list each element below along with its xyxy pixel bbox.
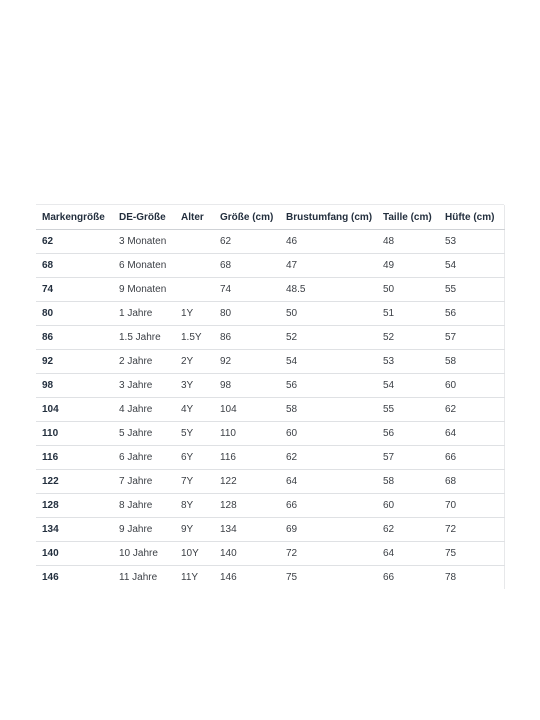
cell-huefte: 64 — [439, 422, 504, 446]
cell-brustumfang: 60 — [280, 422, 377, 446]
size-chart-table — [36, 205, 505, 589]
cell-de-groesse: 11 Jahre — [119, 572, 158, 583]
table-row — [36, 350, 504, 374]
cell-markengroesse: 62 — [36, 230, 113, 254]
cell-de-groesse: 9 Jahre — [113, 518, 175, 542]
cell-groesse-cm: 140 — [214, 542, 280, 566]
cell-alter — [175, 278, 214, 302]
cell-taille: 48 — [377, 230, 439, 254]
cell-taille: 52 — [377, 326, 439, 350]
cell-de-groesse: 3 Monaten — [113, 230, 175, 254]
cell-alter: 4Y — [175, 398, 214, 422]
cell-de-groesse: 6 Jahre — [113, 446, 175, 470]
cell-markengroesse: 98 — [36, 374, 113, 398]
cell-alter: 1.5Y — [175, 326, 214, 350]
table-row — [36, 494, 504, 518]
cell-huefte: 55 — [439, 278, 504, 302]
table-row — [36, 326, 504, 350]
cell-taille: 62 — [377, 518, 439, 542]
table-row — [36, 518, 504, 542]
header-markengroesse: Markengröße — [36, 205, 113, 230]
cell-markengroesse: 122 — [36, 470, 113, 494]
cell-groesse-cm: 98 — [214, 374, 280, 398]
cell-huefte: 70 — [439, 494, 504, 518]
cell-brustumfang: 72 — [280, 542, 377, 566]
cell-brustumfang: 69 — [280, 518, 377, 542]
cell-de-groesse: 1 Jahre — [113, 302, 175, 326]
cell-markengroesse: 86 — [36, 326, 113, 350]
cell-groesse-cm: 74 — [214, 278, 280, 302]
cell-markengroesse: 116 — [36, 446, 113, 470]
header-brustumfang: Brustumfang (cm) — [280, 205, 377, 230]
cell-brustumfang: 46 — [280, 230, 377, 254]
table-row — [36, 374, 504, 398]
cell-markengroesse: 68 — [36, 254, 113, 278]
header-huefte: Hüfte (cm) — [439, 205, 504, 230]
cell-taille: 58 — [377, 470, 439, 494]
cell-taille: 57 — [377, 446, 439, 470]
table-row — [36, 446, 504, 470]
cell-huefte: 60 — [439, 374, 504, 398]
cell-de-groesse: 2 Jahre — [113, 350, 175, 374]
cell-alter — [175, 230, 214, 254]
cell-de-groesse: 9 Monaten — [113, 278, 175, 302]
cell-brustumfang: 58 — [280, 398, 377, 422]
cell-brustumfang: 48.5 — [280, 278, 377, 302]
table-header — [36, 205, 504, 230]
cell-alter: 5Y — [175, 422, 214, 446]
cell-markengroesse: 74 — [36, 278, 113, 302]
table-row — [36, 254, 504, 278]
cell-groesse-cm: 110 — [214, 422, 280, 446]
cell-alter: 9Y — [175, 518, 214, 542]
cell-alter: 3Y — [175, 374, 214, 398]
cell-huefte: 68 — [439, 470, 504, 494]
cell-groesse-cm: 62 — [214, 230, 280, 254]
cell-taille: 49 — [377, 254, 439, 278]
cell-taille: 54 — [377, 374, 439, 398]
cell-huefte: 58 — [439, 350, 504, 374]
header-groesse-cm: Größe (cm) — [214, 205, 280, 230]
cell-brustumfang: 47 — [280, 254, 377, 278]
cell-de-groesse: 8 Jahre — [113, 494, 175, 518]
table-row — [36, 398, 504, 422]
cell-huefte: 57 — [439, 326, 504, 350]
cell-brustumfang: 50 — [280, 302, 377, 326]
cell-groesse-cm: 86 — [214, 326, 280, 350]
cell-markengroesse: 128 — [36, 494, 113, 518]
cell-huefte: 72 — [439, 518, 504, 542]
table-row — [36, 230, 504, 254]
table-row — [36, 566, 504, 590]
cell-brustumfang: 62 — [280, 446, 377, 470]
cell-alter: 7Y — [175, 470, 214, 494]
cell-alter: 8Y — [175, 494, 214, 518]
cell-alter: 2Y — [175, 350, 214, 374]
header-row — [36, 205, 504, 230]
cell-brustumfang: 64 — [280, 470, 377, 494]
cell-groesse-cm: 92 — [214, 350, 280, 374]
cell-groesse-cm: 116 — [214, 446, 280, 470]
cell-huefte: 56 — [439, 302, 504, 326]
cell-groesse-cm: 146 — [220, 572, 237, 583]
cell-alter — [175, 254, 214, 278]
cell-huefte: 75 — [439, 542, 504, 566]
cell-taille: 60 — [377, 494, 439, 518]
cell-taille: 56 — [377, 422, 439, 446]
cell-alter: 1Y — [175, 302, 214, 326]
cell-huefte: 54 — [439, 254, 504, 278]
cell-markengroesse: 134 — [36, 518, 113, 542]
cell-de-groesse: 1.5 Jahre — [113, 326, 175, 350]
cell-groesse-cm: 134 — [214, 518, 280, 542]
cell-alter: 11Y — [181, 572, 199, 583]
table-row — [36, 422, 504, 446]
table-row — [36, 302, 504, 326]
cell-groesse-cm: 122 — [214, 470, 280, 494]
table-row — [36, 542, 504, 566]
cell-brustumfang: 54 — [280, 350, 377, 374]
cell-de-groesse: 5 Jahre — [113, 422, 175, 446]
cell-markengroesse: 140 — [36, 542, 113, 566]
cell-taille: 55 — [377, 398, 439, 422]
table-body — [36, 230, 504, 590]
cell-alter: 10Y — [175, 542, 214, 566]
cell-groesse-cm: 104 — [214, 398, 280, 422]
cell-huefte: 66 — [439, 446, 504, 470]
cell-groesse-cm: 68 — [214, 254, 280, 278]
cell-markengroesse: 104 — [36, 398, 113, 422]
table-row — [36, 470, 504, 494]
header-alter: Alter — [175, 205, 214, 230]
cell-groesse-cm: 128 — [214, 494, 280, 518]
cell-markengroesse: 110 — [36, 422, 113, 446]
cell-markengroesse: 92 — [36, 350, 113, 374]
table-row — [36, 278, 504, 302]
cell-de-groesse: 4 Jahre — [113, 398, 175, 422]
cell-de-groesse: 10 Jahre — [113, 542, 175, 566]
cell-de-groesse: 3 Jahre — [113, 374, 175, 398]
header-taille: Taille (cm) — [377, 205, 439, 230]
cell-taille: 51 — [377, 302, 439, 326]
cell-huefte: 53 — [439, 230, 504, 254]
cell-brustumfang: 52 — [280, 326, 377, 350]
cell-alter: 6Y — [175, 446, 214, 470]
cell-markengroesse: 80 — [36, 302, 113, 326]
cell-huefte: 78 — [439, 566, 504, 590]
cell-taille: 66 — [383, 572, 395, 583]
cell-de-groesse: 7 Jahre — [113, 470, 175, 494]
cell-taille: 64 — [377, 542, 439, 566]
header-de-groesse: DE-Größe — [113, 205, 175, 230]
cell-taille: 53 — [377, 350, 439, 374]
cell-groesse-cm: 80 — [214, 302, 280, 326]
cell-huefte: 62 — [439, 398, 504, 422]
cell-brustumfang: 56 — [280, 374, 377, 398]
cell-taille: 50 — [377, 278, 439, 302]
cell-brustumfang: 75 — [286, 572, 298, 583]
cell-brustumfang: 66 — [280, 494, 377, 518]
cell-markengroesse: 146 — [42, 572, 59, 583]
cell-de-groesse: 6 Monaten — [113, 254, 175, 278]
